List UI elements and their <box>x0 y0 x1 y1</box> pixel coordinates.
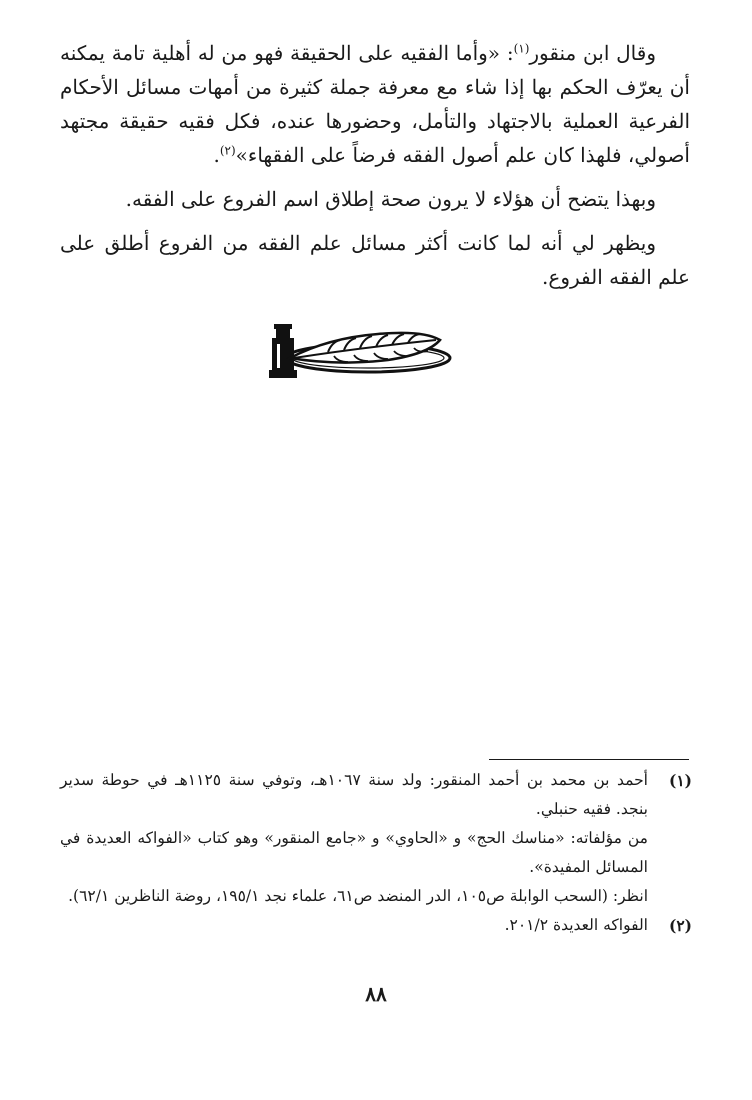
page-number: ٨٨ <box>365 982 387 1006</box>
footnote-1-line-3: انظر: (السحب الوابلة ص١٠٥، الدر المنضد ص٦١، علماء نجد ١٩٥/١، روضة الناظرين ٦٢/١). <box>68 887 648 905</box>
footnote-1-number: (١) <box>668 771 692 790</box>
main-text <box>60 36 690 294</box>
inkwell-quill-icon <box>268 318 454 386</box>
paragraph-1-start: وقال ابن منقور <box>529 41 656 65</box>
paragraph-3: ويظهر لي أنه لما كانت أكثر مسائل علم الفقه من الفروع أطلق على علم الفقه الفروع. <box>60 231 690 289</box>
footnote-2 <box>60 911 692 940</box>
footnote-ref-1: (١) <box>513 41 530 56</box>
footnote-1-line-1: أحمد بن محمد بن أحمد المنقور: ولد سنة ١٠٦٧هـ، وتوفي سنة ١١٢٥هـ في حوطة سدير بنجد. فقيه حنبلي. <box>60 771 648 818</box>
footnote-2-number: (٢) <box>668 916 692 935</box>
paragraph-2: وبهذا يتضح أن هؤلاء لا يرون صحة إطلاق اسم الفروع على الفقه. <box>125 187 656 211</box>
footnote-separator <box>489 759 689 760</box>
paragraph-1 <box>60 36 690 172</box>
footnote-ref-2: (٢) <box>219 143 236 158</box>
paragraph-1-end: . <box>213 143 220 167</box>
footnote-1 <box>60 766 692 911</box>
footnote-2-line-1: الفواكه العديدة ٢٠١/٢. <box>504 916 648 934</box>
paragraph-1-quote: : «وأما الفقيه على الحقيقة فهو من له أهلية تامة يمكنه أن يعرّف الحكم بها إذا شاء مع معرفة جملة كثيرة من أمهات مسائل الأحكام الفرعية العملية بالاجتهاد والتأمل، وحضورها عنده، فكل فقيه حقيقة مجتهد أصولي، فلهذا كان علم أصول الفقه فرضاً على الفقهاء» <box>60 41 690 167</box>
footnotes <box>60 766 692 940</box>
footnote-1-line-2: من مؤلفاته: «مناسك الحج» و «الحاوي» و «جامع المنقور» وهو كتاب «الفواكه العديدة في المسائل المفيدة». <box>60 829 648 876</box>
